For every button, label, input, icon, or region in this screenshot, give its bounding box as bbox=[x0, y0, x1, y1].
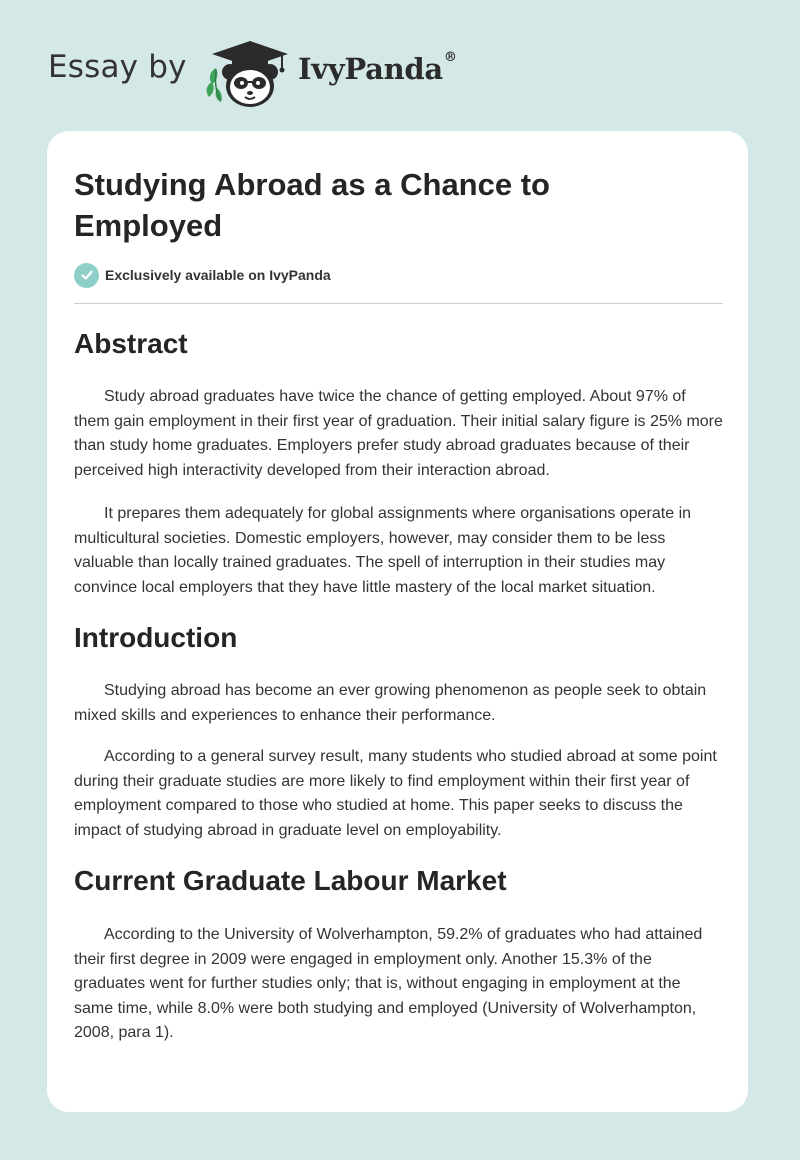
exclusive-badge bbox=[74, 262, 331, 288]
registered-mark: ® bbox=[443, 50, 457, 65]
abstract-paragraph-1: Study abroad graduates have twice the chance of getting employed. About 97% of them gain employment in their first year of graduation. Their initial salary figure is 25% more than study home graduates. Employers prefer study abroad graduates because of their perceived high interactivity developed from their interaction abroad. bbox=[74, 388, 723, 479]
site-header bbox=[48, 38, 748, 108]
panda-logo-icon[interactable] bbox=[202, 38, 294, 108]
section-heading-abstract: Abstract bbox=[74, 328, 188, 359]
introduction-paragraph-2: According to a general survey result, many students who studied abroad at some point during their graduate studies are more likely to find employment within their first year of employment compared to those who studied at home. This paper seeks to discuss the impact of studying abroad in graduate level on employability. bbox=[74, 748, 717, 839]
essay-by-label: Essay by bbox=[48, 49, 187, 85]
labour-market-paragraph-1: According to the University of Wolverhampton, 59.2% of graduates who had attained their first degree in 2009 were engaged in employment only. Another 15.3% of the graduates went for further studies only; that is, without engaging in employment at the same time, while 8.0% were both studying and employed (University of Wolverhampton, 2008, para 1). bbox=[74, 926, 703, 1041]
brand-name[interactable] bbox=[298, 52, 457, 86]
section-heading-labour-market: Current Graduate Labour Market bbox=[74, 865, 507, 896]
introduction-paragraph-1: Studying abroad has become an ever growing phenomenon as people seek to obtain mixed skills and experiences to enhance their performance. bbox=[74, 682, 707, 724]
brand-text: IvyPanda bbox=[298, 52, 443, 86]
exclusive-label: Exclusively available on IvyPanda bbox=[105, 267, 331, 283]
essay-card bbox=[47, 131, 748, 1112]
divider bbox=[74, 303, 723, 304]
abstract-paragraph-2: It prepares them adequately for global assignments where organisations operate in multicultural societies. Domestic employers, however, may consider them to be less valuable than locally trained graduates. The spell of interruption in their studies may convince local employers that they have little mastery of the local market situation. bbox=[74, 505, 692, 596]
section-heading-introduction: Introduction bbox=[74, 622, 238, 653]
check-icon bbox=[74, 263, 99, 288]
page-title: Studying Abroad as a Chance to Employed bbox=[74, 167, 550, 243]
